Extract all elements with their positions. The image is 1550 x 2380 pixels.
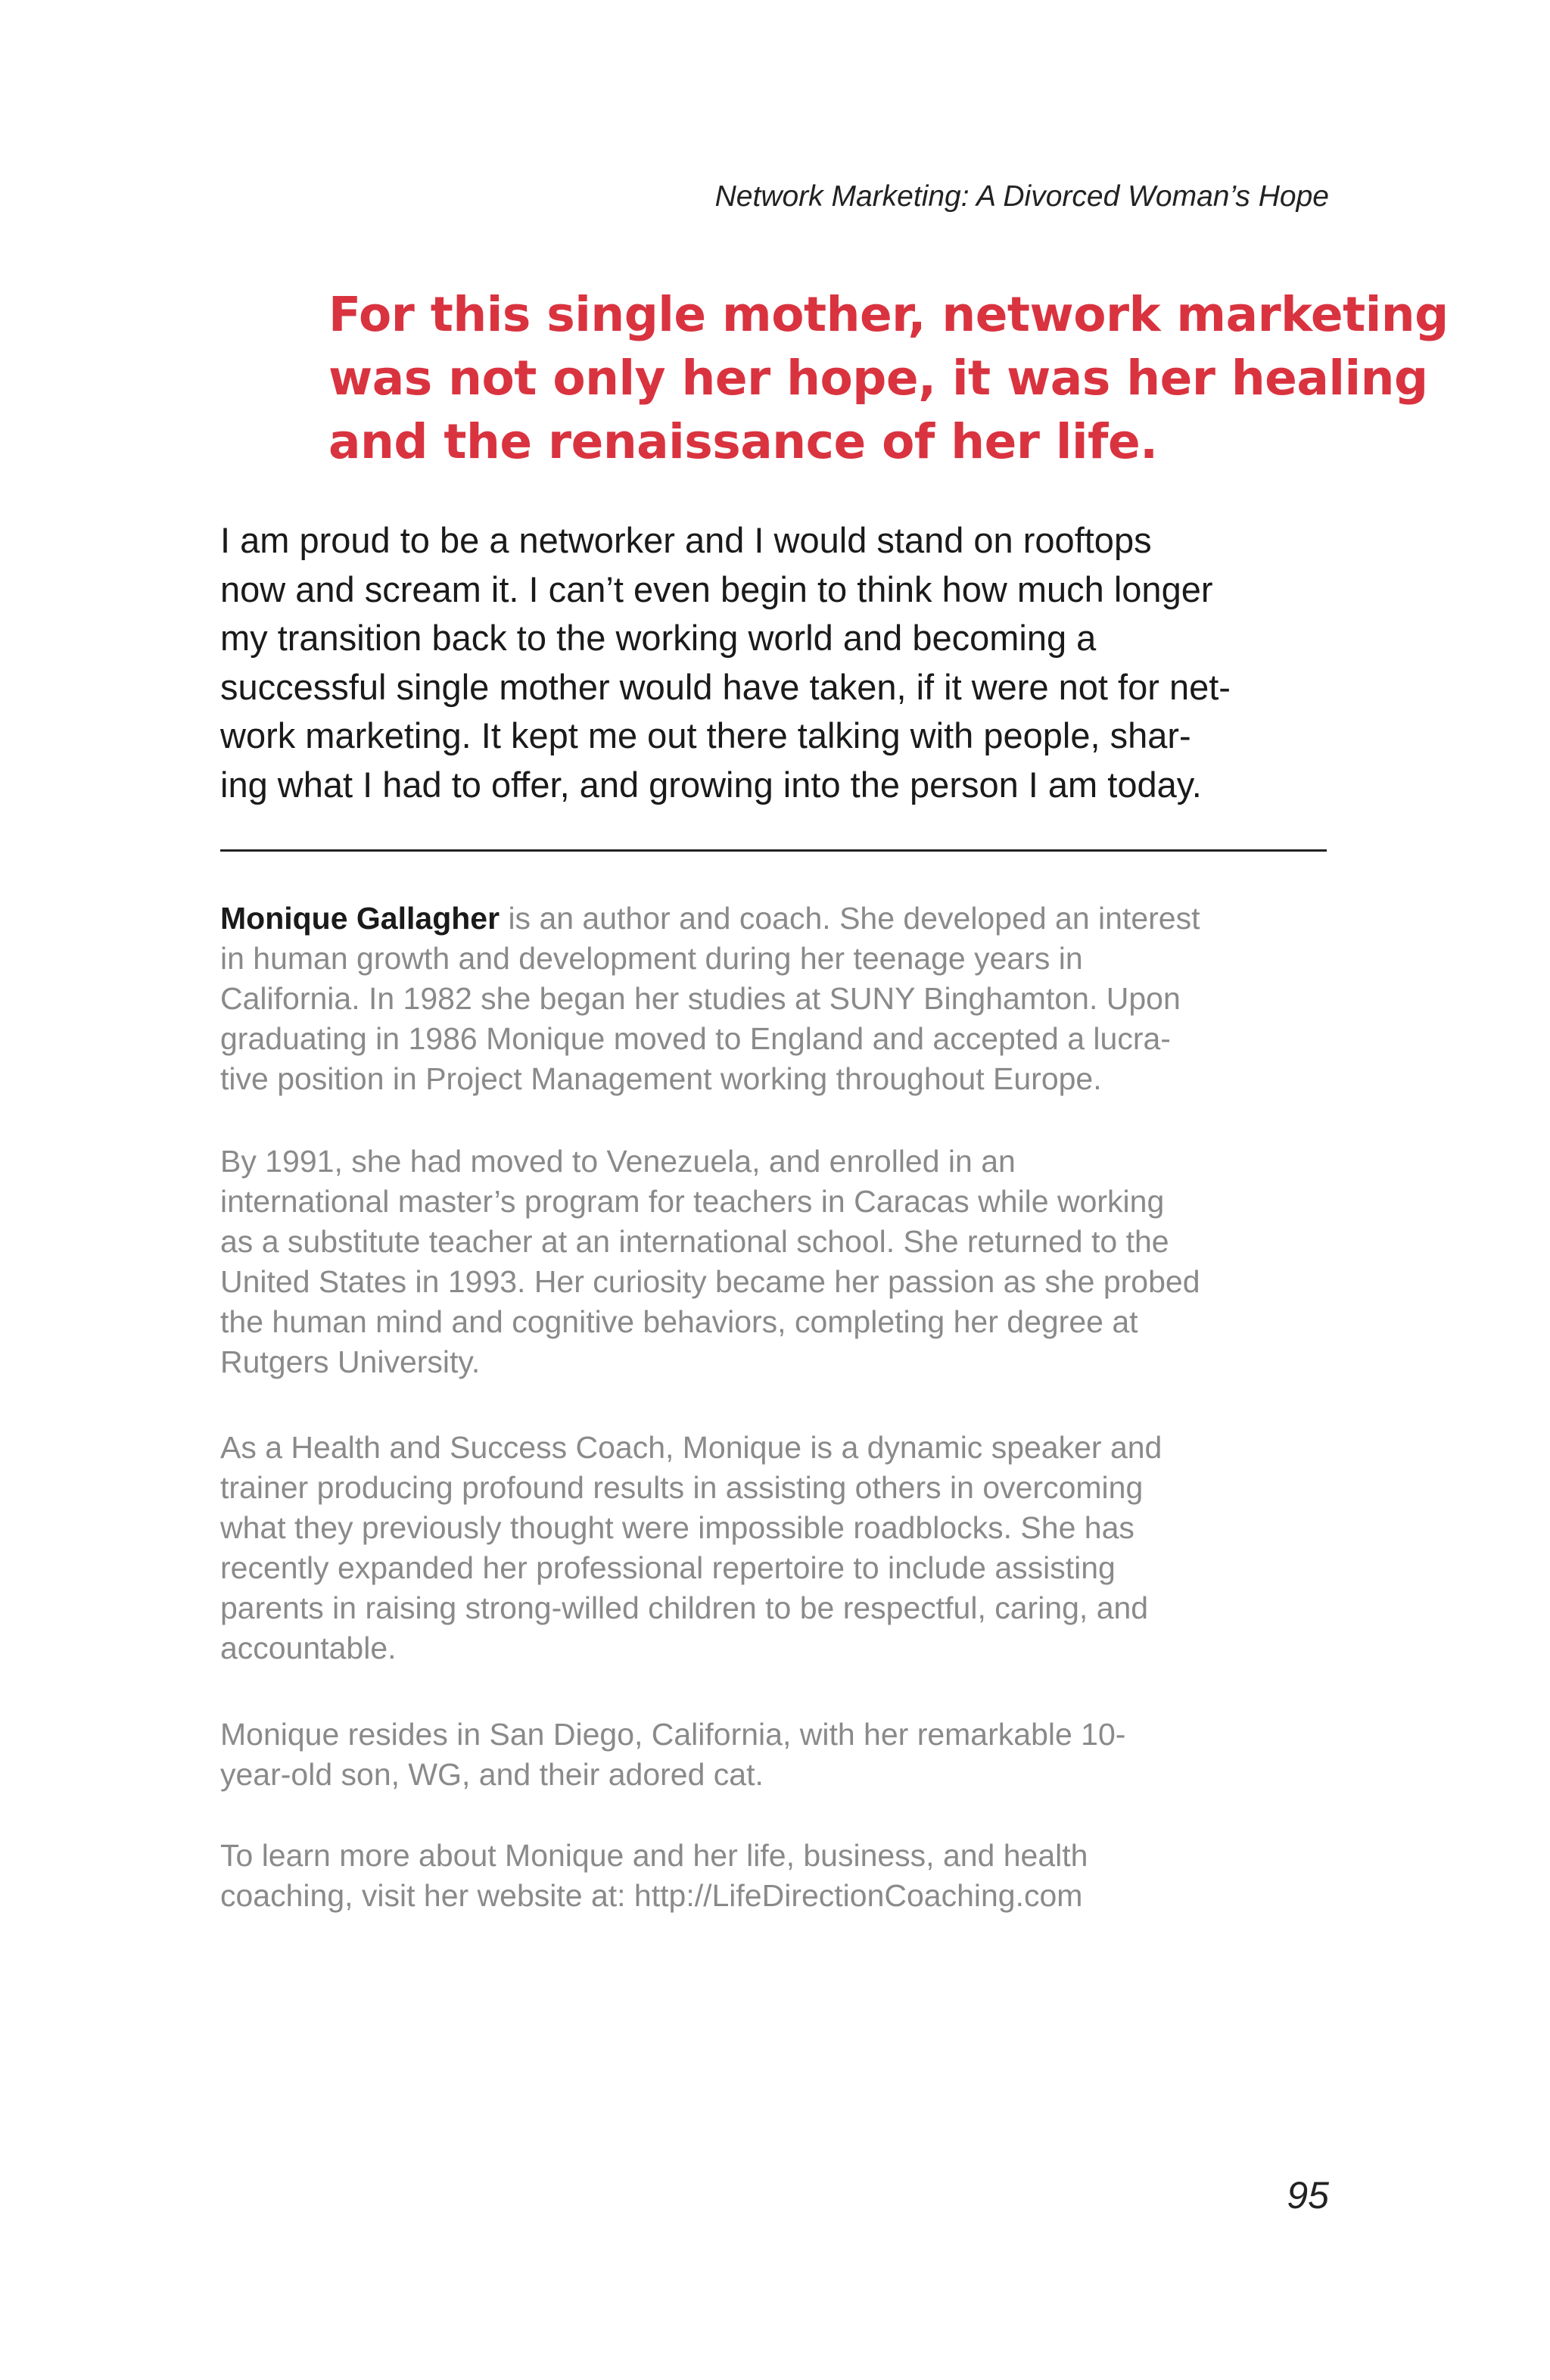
bio-line	[220, 899, 1340, 939]
body-line: work marketing. It kept me out there talking with people, shar-	[220, 715, 1191, 755]
bio-line: Rutgers University.	[220, 1344, 481, 1379]
bio-line: Monique resides in San Diego, California, with her remarkable 10-	[220, 1717, 1126, 1752]
body-line: now and scream it. I can’t even begin to think how much longer	[220, 569, 1213, 609]
bio-line: tive position in Project Management working throughout Europe.	[220, 1061, 1102, 1096]
bio-paragraph	[220, 1142, 1340, 1382]
bio-line: coaching, visit her website at: http://LifeDirectionCoaching.com	[220, 1878, 1083, 1913]
page-number: 95	[1287, 2174, 1329, 2216]
bio-paragraph	[220, 1715, 1340, 1795]
body-line: ing what I had to offer, and growing into the person I am today.	[220, 764, 1202, 805]
body-line: I am proud to be a networker and I would stand on rooftops	[220, 520, 1152, 560]
bio-paragraph	[220, 1836, 1340, 1916]
pull-quote	[328, 283, 1449, 474]
bio-paragraph	[220, 1428, 1340, 1668]
bio-line: what they previously thought were impossible roadblocks. She has	[220, 1510, 1134, 1545]
bio-line: the human mind and cognitive behaviors, completing her degree at	[220, 1304, 1138, 1339]
bio-text: is an author and coach. She developed an interest	[500, 901, 1200, 936]
bio-line: To learn more about Monique and her life, business, and health	[220, 1838, 1088, 1873]
bio-line: parents in raising strong-willed children to be respectful, caring, and	[220, 1590, 1149, 1625]
bio-line: recently expanded her professional repertoire to include assisting	[220, 1550, 1116, 1585]
author-name: Monique Gallagher	[220, 901, 500, 936]
pull-quote-line: For this single mother, network marketing	[328, 287, 1449, 342]
body-line: successful single mother would have taken, if it were not for net-	[220, 666, 1231, 707]
running-head: Network Marketing: A Divorced Woman’s Hope	[714, 180, 1329, 213]
bio-line: year-old son, WG, and their adored cat.	[220, 1757, 764, 1792]
bio-line: as a substitute teacher at an international school. She returned to the	[220, 1224, 1169, 1259]
bio-line: trainer producing profound results in assisting others in overcoming	[220, 1470, 1144, 1505]
bio-line: By 1991, she had moved to Venezuela, and enrolled in an	[220, 1144, 1016, 1179]
body-paragraph	[220, 516, 1340, 809]
bio-line: graduating in 1986 Monique moved to England and accepted a lucra-	[220, 1021, 1171, 1056]
body-line: my transition back to the working world and becoming a	[220, 618, 1097, 658]
pull-quote-line: and the renaissance of her life.	[328, 414, 1158, 469]
section-divider	[220, 849, 1327, 852]
bio-line: As a Health and Success Coach, Monique is a dynamic speaker and	[220, 1430, 1162, 1465]
bio-line: California. In 1982 she began her studies at SUNY Binghamton. Upon	[220, 981, 1181, 1016]
pull-quote-line: was not only her hope, it was her healing	[328, 350, 1428, 406]
bio-line: United States in 1993. Her curiosity became her passion as she probed	[220, 1264, 1200, 1299]
bio-line: accountable.	[220, 1631, 397, 1665]
bio-line: international master’s program for teachers in Caracas while working	[220, 1184, 1165, 1219]
bio-line: in human growth and development during her teenage years in	[220, 941, 1083, 976]
bio-paragraph	[220, 899, 1340, 1099]
